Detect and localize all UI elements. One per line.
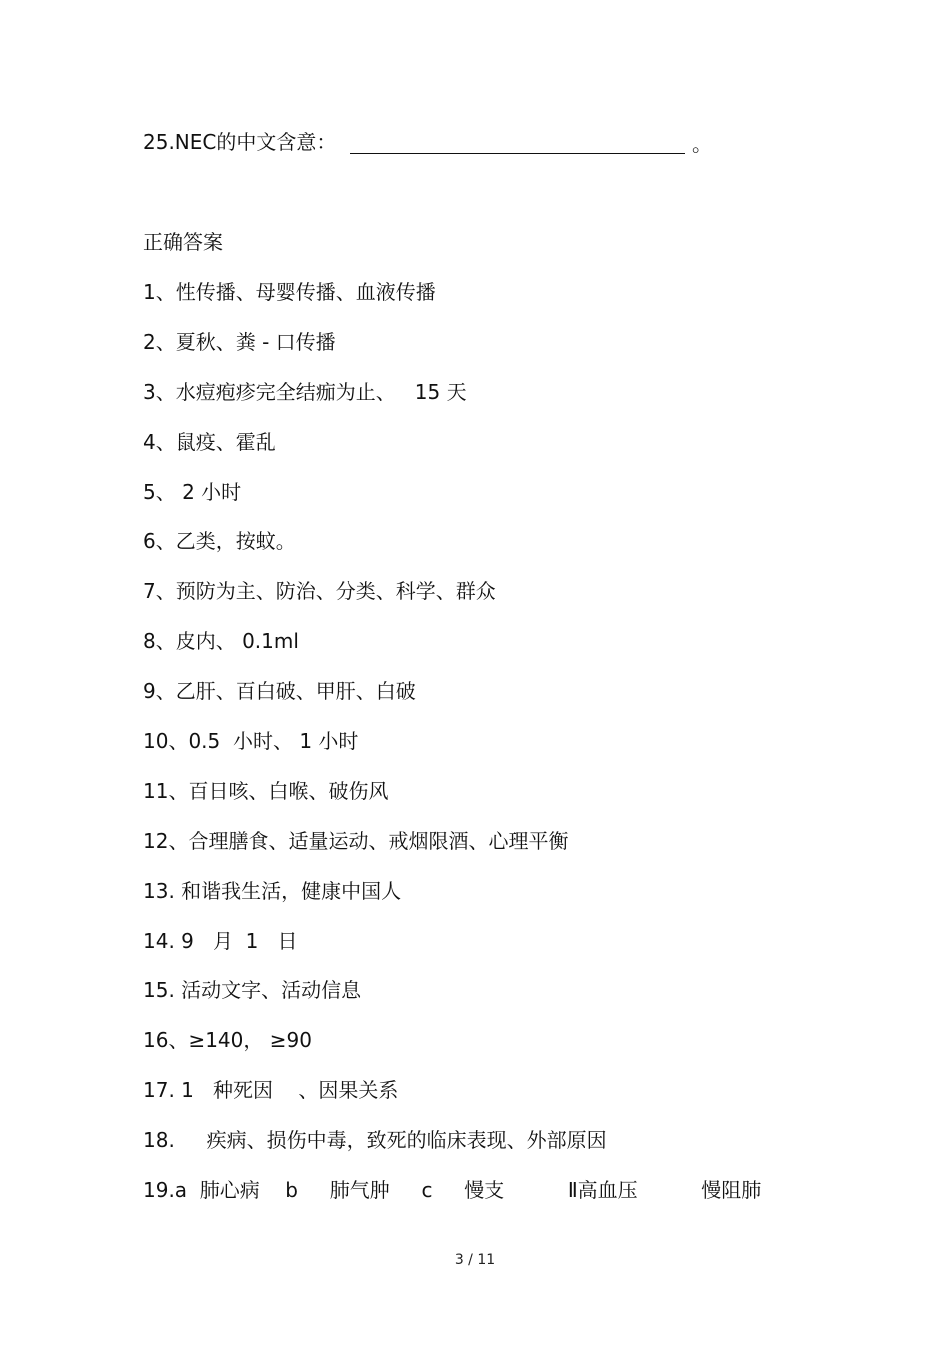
- page-number: 3 / 11: [454, 1252, 496, 1268]
- answer-item-17: 17. 1 种死因 、因果关系: [143, 1078, 399, 1103]
- answer-item-14: 14. 9 月 1 日: [143, 928, 298, 953]
- answer-item-8: 8、皮内、 0.1ml: [143, 629, 299, 654]
- answers-heading: 正确答案: [143, 230, 223, 254]
- answer-item-6: 6、乙类，按蚊。: [143, 529, 296, 554]
- answer-item-12: 12、合理膳食、适量运动、戒烟限酒、心理平衡: [143, 828, 569, 853]
- answer-item-19: 19.a 肺心病 b 肺气肿 c 慢支 Ⅱ高血压 慢阻肺: [143, 1178, 762, 1203]
- answer-list: [143, 278, 761, 1226]
- answer-item-11: 11、百日咳、白喉、破伤风: [143, 778, 389, 803]
- answer-item-18: 18. 疾病、损伤中毒，致死的临床表现、外部原因: [143, 1128, 607, 1153]
- answer-item-2: 2、夏秋、粪 - 口传播: [143, 329, 336, 354]
- answer-item-15: 15. 活动文字、活动信息: [143, 978, 362, 1003]
- question-25-text: 25.NEC的中文含意：: [143, 130, 337, 154]
- answer-item-16: 16、≥140， ≥90: [143, 1028, 312, 1053]
- answer-blank-line: [350, 153, 685, 154]
- question-end-mark: 。: [692, 132, 712, 156]
- answer-item-13: 13. 和谐我生活，健康中国人: [143, 878, 402, 903]
- answer-item-5: 5、 2 小时: [143, 479, 242, 504]
- answer-item-7: 7、预防为主、防治、分类、科学、群众: [143, 579, 496, 604]
- answer-item-1: 1、性传播、母婴传播、血液传播: [143, 280, 436, 304]
- answer-item-10: 10、0.5 小时、 1 小时: [143, 729, 359, 754]
- answer-item-4: 4、鼠疫、霍乱: [143, 429, 276, 454]
- answer-item-3: 3、水痘疱疹完全结痂为止、 15 天: [143, 379, 467, 404]
- answer-item-9: 9、乙肝、百白破、甲肝、白破: [143, 679, 416, 704]
